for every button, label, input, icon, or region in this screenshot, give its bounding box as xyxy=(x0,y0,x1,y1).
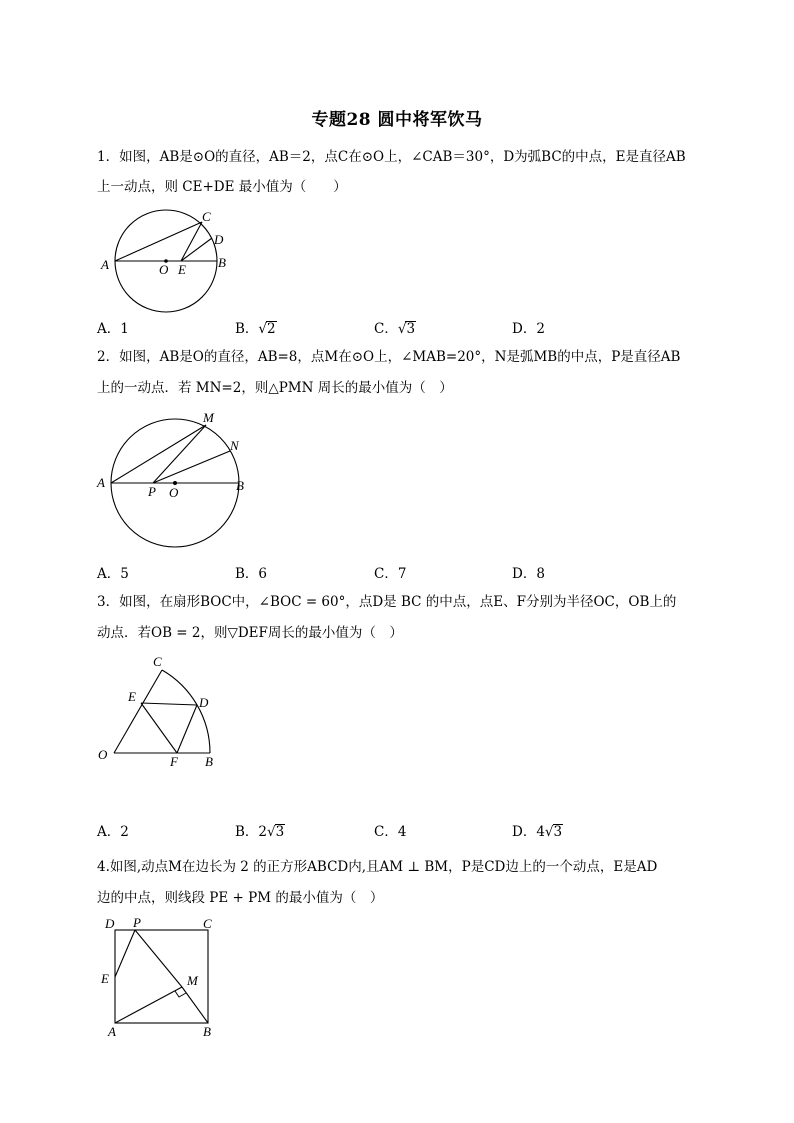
q2-label-m: M xyxy=(203,410,214,425)
q2-option-a[interactable]: A．5 xyxy=(97,566,129,582)
q1-label-a: A xyxy=(101,257,109,272)
q3-radius-oc xyxy=(114,670,162,753)
q3-option-c[interactable]: C．4 xyxy=(374,824,407,840)
q3-option-b-radicand: 3 xyxy=(275,824,285,840)
q1-option-b-radicand: 2 xyxy=(267,321,276,337)
sqrt-icon: √ xyxy=(544,824,554,840)
q3-option-a[interactable]: A．2 xyxy=(97,824,129,840)
q3-label-e: E xyxy=(128,689,136,704)
q3-option-b-prefix: B．2 xyxy=(235,824,268,840)
q3-text-line2: 动点．若OB = 2，则▽DEF周长的最小值为（ ） xyxy=(97,625,403,641)
q1-text-line1: 1．如图，AB是⊙O的直径，AB＝2，点C在⊙O上，∠CAB＝30°，D为弧BC的中点，E是直径AB xyxy=(97,149,686,165)
q2-label-n: N xyxy=(230,438,239,453)
q4-label-b: B xyxy=(203,1024,211,1039)
q4-text-line1: 4.如图,动点M在边长为 2 的正方形ABCD内,且AM ⊥ BM，P是CD边上的一个动点，E是AD xyxy=(97,859,658,875)
q2-label-o: O xyxy=(169,485,179,500)
q4-label-a: A xyxy=(108,1024,116,1039)
q4-label-m: M xyxy=(187,973,198,988)
q4-text-line2: 边的中点，则线段 PE + PM 的最小值为（ ） xyxy=(97,890,384,906)
q3-figure xyxy=(92,650,222,775)
q1-option-c-prefix: C． xyxy=(374,321,398,337)
q2-text-line2: 上的一动点．若 MN=2，则△PMN 周长的最小值为（ ） xyxy=(97,380,453,396)
q1-text-line2: 上一动点，则 CE+DE 最小值为（ ） xyxy=(97,179,347,195)
right-angle-icon xyxy=(175,991,186,997)
q1-option-b-prefix: B． xyxy=(235,321,259,337)
q1-label-d: D xyxy=(214,232,224,247)
q2-figure xyxy=(93,408,258,563)
q2-label-p: P xyxy=(148,484,156,499)
q3-label-f: F xyxy=(170,754,178,769)
q2-option-d[interactable]: D．8 xyxy=(512,566,545,582)
q3-label-d: D xyxy=(199,695,209,710)
q4-segment-pm xyxy=(135,930,182,987)
sqrt-icon: √ xyxy=(258,321,268,337)
q1-option-d[interactable]: D．2 xyxy=(512,321,545,337)
q4-segment-am xyxy=(115,987,182,1023)
q4-label-e: E xyxy=(101,971,109,986)
sqrt-icon: √ xyxy=(397,321,407,337)
q2-label-b: B xyxy=(236,478,244,493)
q4-figure xyxy=(95,912,225,1042)
q1-figure xyxy=(95,205,245,315)
q2-option-c[interactable]: C．7 xyxy=(374,566,407,582)
q4-segment-bm xyxy=(182,987,208,1023)
q4-label-c: C xyxy=(203,916,212,931)
q3-option-d-radicand: 3 xyxy=(553,824,563,840)
q1-segment-ce xyxy=(181,222,202,261)
q1-label-b: B xyxy=(218,255,226,270)
q1-segment-de xyxy=(181,238,212,261)
q3-label-b: B xyxy=(205,754,213,769)
q3-label-o: O xyxy=(98,747,108,762)
q4-label-p: P xyxy=(133,915,141,930)
q1-option-a[interactable]: A．1 xyxy=(97,321,129,337)
q4-segment-pe xyxy=(115,930,135,977)
q3-arc-bc xyxy=(162,670,210,753)
q3-segment-ef xyxy=(141,703,177,753)
q3-label-c: C xyxy=(153,654,162,669)
q3-segment-df xyxy=(177,705,197,753)
q2-label-a: A xyxy=(97,475,105,490)
q2-segment-am xyxy=(111,425,206,483)
q3-text-line1: 3．如图，在扇形BOC中，∠BOC = 60°，点D是 BC 的中点，点E、F分别为半径OC，OB上的 xyxy=(97,594,677,610)
q3-option-d[interactable] xyxy=(512,820,563,840)
q1-option-c[interactable] xyxy=(374,317,416,337)
sqrt-icon: √ xyxy=(267,824,276,840)
q1-option-c-radicand: 3 xyxy=(406,321,416,337)
q1-label-o: O xyxy=(159,262,169,277)
q2-segment-pm xyxy=(153,425,206,483)
q1-label-e: E xyxy=(178,262,186,277)
q2-segment-pn xyxy=(153,451,230,483)
q1-label-c: C xyxy=(202,209,211,224)
q3-option-d-prefix: D．4 xyxy=(512,824,545,840)
q2-option-b[interactable]: B．6 xyxy=(235,566,268,582)
q4-label-d: D xyxy=(105,916,115,931)
q2-text-line1: 2．如图，AB是O的直径，AB=8，点M在⊙O上，∠MAB=20°，N是弧MB的中点，P是直径AB xyxy=(97,349,681,365)
q3-segment-ed xyxy=(141,703,197,705)
q1-option-b[interactable] xyxy=(235,317,277,337)
page-title: 专题28 圆中将军饮马 xyxy=(311,110,483,130)
q3-option-b[interactable] xyxy=(235,820,285,840)
